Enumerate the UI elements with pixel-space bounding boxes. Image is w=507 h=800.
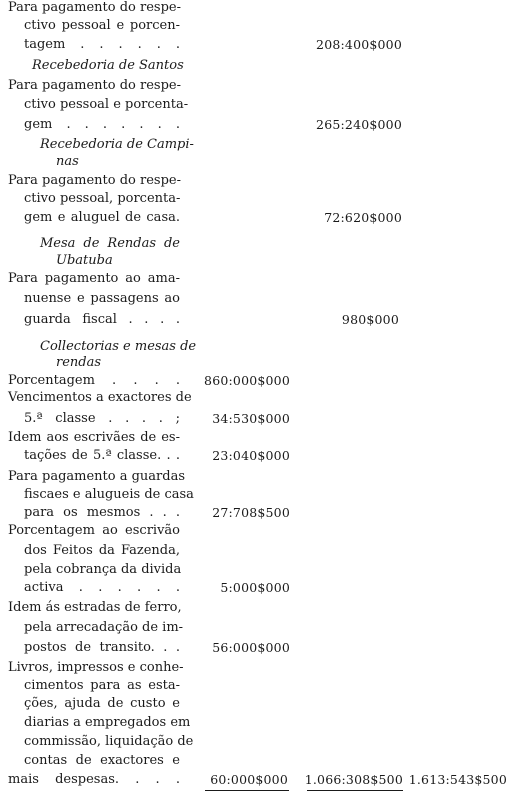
amount-value: 208:400$000 <box>316 37 402 52</box>
item-text-line: activa . . . . . . <box>24 580 180 595</box>
section-heading-line: Recebedoria de Campi- <box>40 137 194 152</box>
amount-value: 1.613:543$500 <box>408 772 507 787</box>
amount-value: 23:040$000 <box>212 448 290 463</box>
amount-value: 72:620$000 <box>324 210 402 225</box>
underline-rule <box>307 790 403 791</box>
item-text-line: Idem ás estradas de ferro, <box>8 600 182 615</box>
item-text-line: Vencimentos a exactores de <box>8 390 192 405</box>
amount-value: 34:530$000 <box>212 411 290 426</box>
item-text-line: Idem aos escrivães de es- <box>8 430 180 445</box>
item-text-line: cimentos para as esta- <box>24 678 180 693</box>
item-text-line: pela arrecadação de im- <box>24 620 184 635</box>
item-text-line: Para pagamento a guardas <box>8 469 186 484</box>
section-heading-line: Ubatuba <box>56 253 113 268</box>
section-heading-line: nas <box>56 154 79 169</box>
amount-value: 5:000$000 <box>220 580 290 595</box>
item-text-line: ções, ajuda de custo e <box>24 696 180 711</box>
item-text-line: Para pagamento do respe- <box>8 0 181 15</box>
section-heading-line: Collectorias e mesas de <box>40 339 197 354</box>
amount-value: 60:000$000 <box>210 772 288 787</box>
item-text-line: ctivo pessoal e porcen- <box>24 18 180 33</box>
item-text-line: ctivo pessoal, porcenta- <box>24 191 181 206</box>
item-text-line: mais despesas. . . . <box>8 772 180 787</box>
item-text-line: diarias a empregados em <box>24 715 191 730</box>
item-text-line: gem e aluguel de casa. <box>24 210 180 225</box>
section-heading-line: Recebedoria de Santos <box>32 58 184 73</box>
item-text-line: 5.ª classe . . . . ; <box>24 411 180 426</box>
section-heading-line: Mesa de Rendas de <box>40 236 180 251</box>
item-text-line: tagem . . . . . . <box>24 37 180 52</box>
item-text-line: postos de transito. . . <box>24 640 180 655</box>
item-text-line: Livros, impressos e conhe- <box>8 660 184 675</box>
item-text-line: Porcentagem . . . . <box>8 373 180 388</box>
amount-value: 1.066:308$500 <box>304 772 403 787</box>
item-text-line: commissão, liquidação de <box>24 734 194 749</box>
item-text-line: gem . . . . . . . <box>24 117 180 132</box>
item-text-line: Para pagamento do respe- <box>8 173 181 188</box>
item-text-line: guarda fiscal . . . . <box>24 312 180 327</box>
item-text-line: pela cobrança da divida <box>24 562 182 577</box>
item-text-line: nuense e passagens ao <box>24 291 180 306</box>
item-text-line: para os mesmos . . . <box>24 505 180 520</box>
section-heading-line: rendas <box>56 355 102 370</box>
underline-rule <box>205 790 289 791</box>
amount-value: 56:000$000 <box>212 640 290 655</box>
amount-value: 265:240$000 <box>316 117 402 132</box>
item-text-line: fiscaes e alugueis de casa <box>24 487 194 502</box>
amount-value: 27:708$500 <box>212 505 290 520</box>
amount-value: 980$000 <box>341 312 399 327</box>
item-text-line: tações de 5.ª classe. . . <box>24 448 180 463</box>
item-text-line: Porcentagem ao escrivão <box>8 523 180 538</box>
item-text-line: ctivo pessoal e porcenta- <box>24 97 189 112</box>
item-text-line: contas de exactores e <box>24 753 180 768</box>
amount-value: 860:000$000 <box>204 373 290 388</box>
item-text-line: Para pagamento do respe- <box>8 78 181 93</box>
item-text-line: Para pagamento ao ama- <box>8 271 180 286</box>
item-text-line: dos Feitos da Fazenda, <box>24 543 180 558</box>
